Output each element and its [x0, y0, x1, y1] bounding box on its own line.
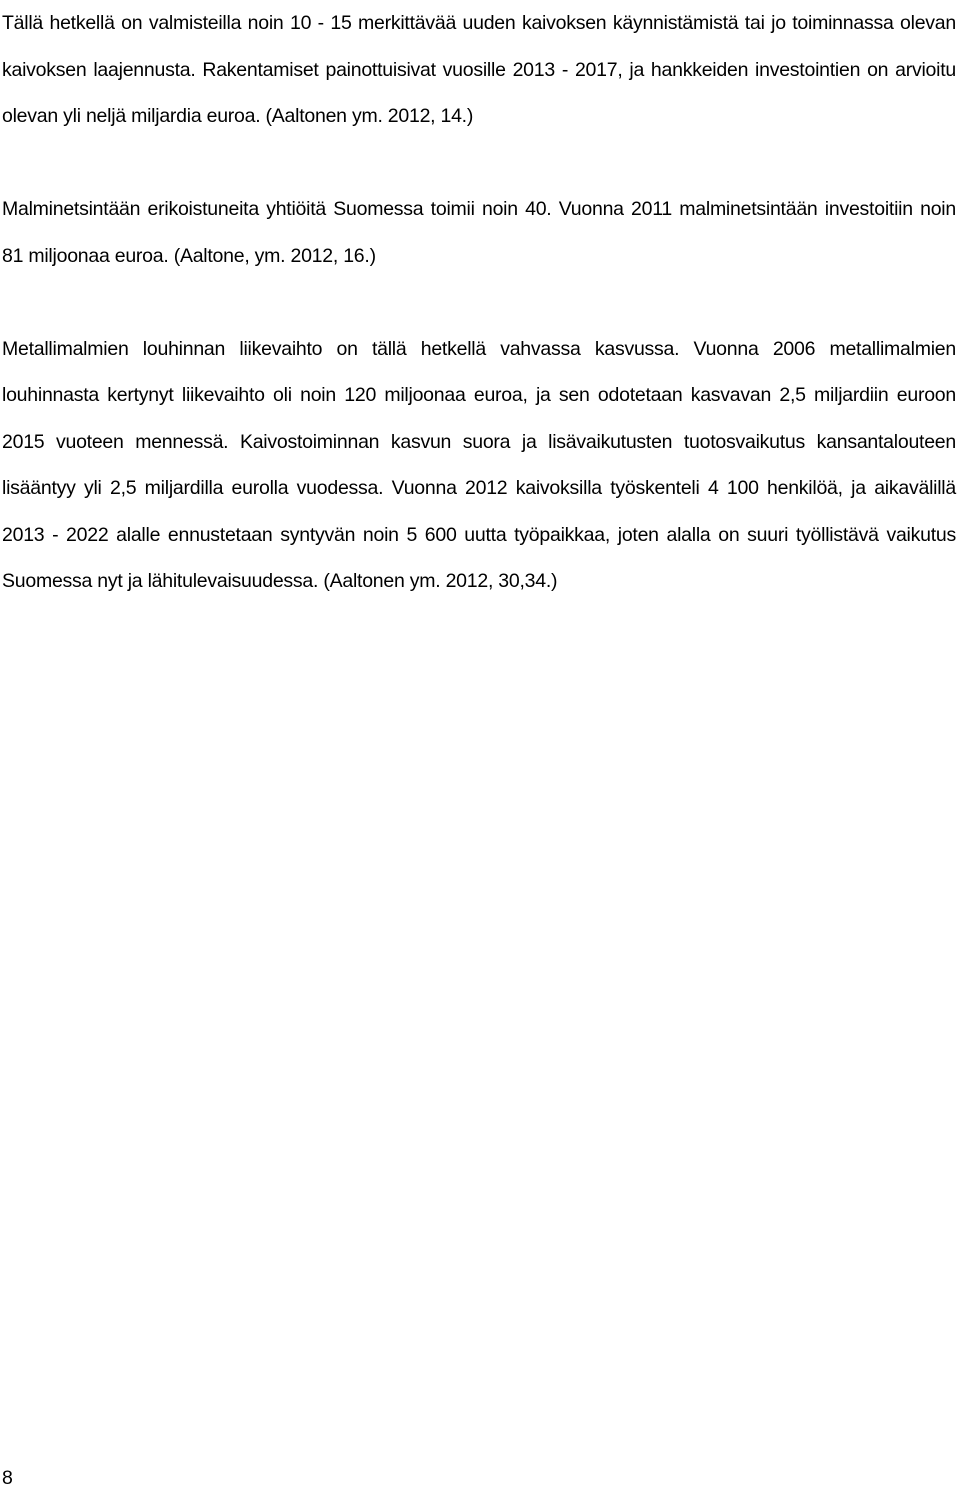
paragraph-mine-projects: Tällä hetkellä on valmisteilla noin 10 - 15 merkittävää uuden kaivoksen käynnistämistä tai jo toiminnassa olevan kaivoksen laajennusta. Rakentamiset painottuisivat vuosille 2013 - 2017, ja hankkeiden investointien on arvioitu olevan yli neljä miljardia euroa. (Aaltonen ym. 2012, 14.): [2, 12, 956, 127]
page-number: 8: [2, 1467, 13, 1489]
paragraph-metal-ore-mining: Metallimalmien louhinnan liikevaihto on tällä hetkellä vahvassa kasvussa. Vuonna 2006 metallimalmien louhinnasta kertynyt liikevaihto oli noin 120 miljoonaa euroa, ja sen odotetaan kasvavan 2,5 miljardiin euroon 2015 vuoteen mennessä. Kaivostoiminnan kasvun suora ja lisävaikutusten tuotosvaikutus kansantalouteen lisääntyy yli 2,5 miljardilla eurolla vuodessa. Vuonna 2012 kaivoksilla työskenteli 4 100 henkilöä, ja aikavälillä 2013 - 2022 alalle ennustetaan syntyvän noin 5 600 uutta työpaikkaa, joten alalla on suuri työllistävä vaikutus Suomessa nyt ja lähitulevaisuudessa. (Aaltonen ym. 2012, 30,34.): [2, 337, 956, 592]
paragraph-ore-exploration: Malminetsintään erikoistuneita yhtiöitä Suomessa toimii noin 40. Vuonna 2011 malminetsintään investoitiin noin 81 miljoonaa euroa. (Aaltone, ym. 2012, 16.): [2, 198, 956, 267]
document-body: [2, 0, 956, 605]
